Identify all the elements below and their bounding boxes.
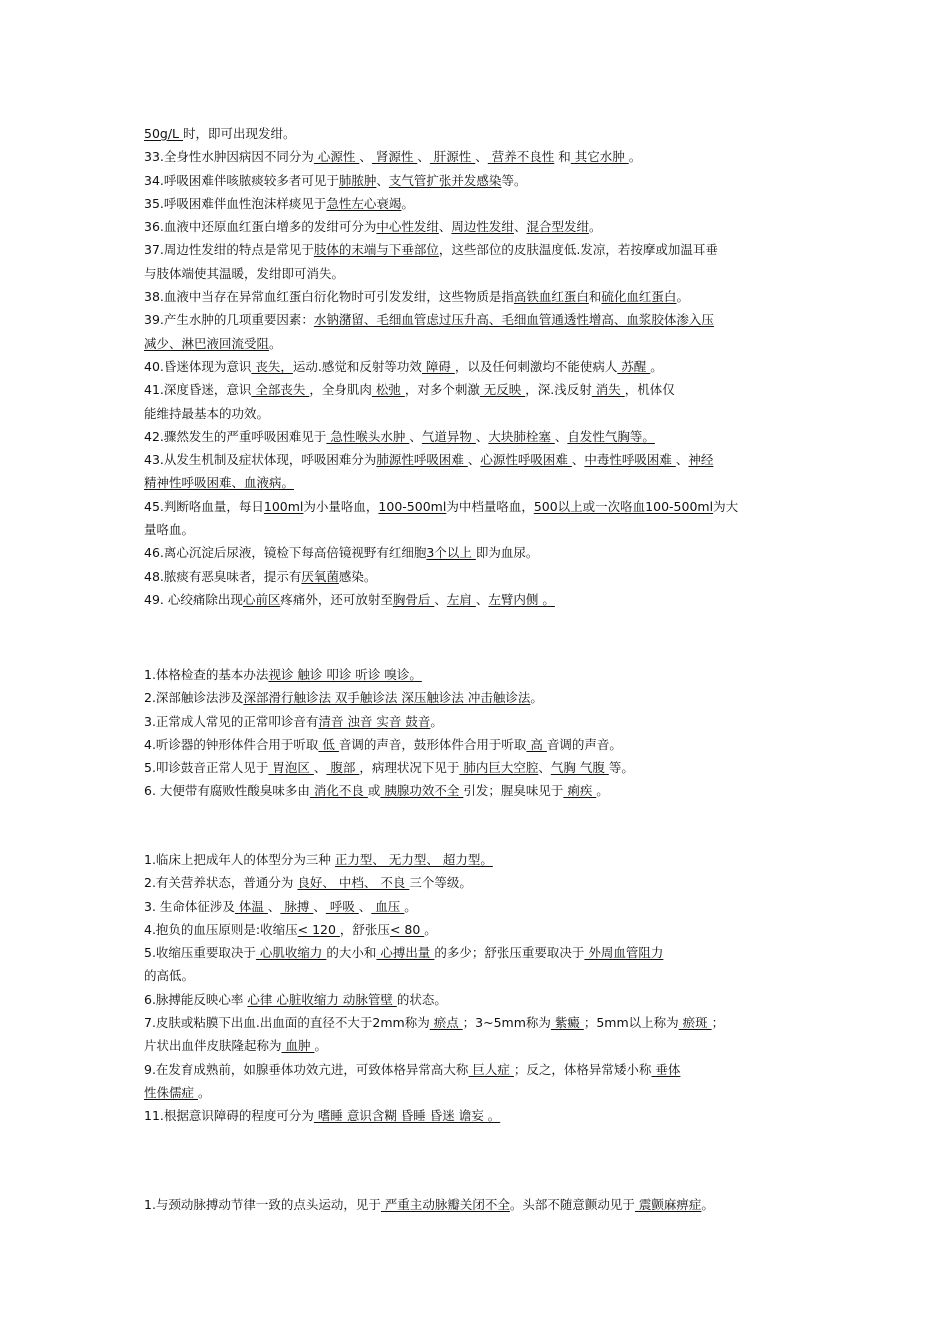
question-text: 音调的声音，鼓形体件合用于听取: [338, 736, 527, 752]
question-text: ，全身肌肉: [309, 382, 372, 398]
question-text: 、: [571, 452, 585, 468]
answer-blank: 中心性发绀: [376, 219, 439, 235]
text-line: [144, 1193, 814, 1216]
answer-blank: < 80: [389, 921, 425, 937]
answer-blank: 营养不良性: [487, 149, 555, 165]
question-text: 5.收缩压重要取决于: [144, 945, 256, 961]
text-line: [144, 192, 814, 215]
question-text: 、: [538, 760, 551, 776]
answer-blank: 巨人症: [468, 1061, 514, 1077]
question-text: 引发；腥臭味见于: [463, 783, 564, 799]
question-text: 等。: [608, 760, 634, 776]
answer-blank: 中毒性呼吸困难: [584, 452, 676, 468]
question-text: 三个等级。: [409, 875, 472, 891]
answer-blank: 气胸 气腹: [550, 760, 609, 776]
question-text: 6.脉搏能反映心率: [144, 991, 248, 1007]
text-line: [144, 1104, 814, 1127]
question-text: 3.正常成人常见的正常叩诊音有: [144, 713, 319, 729]
text-line: [144, 262, 814, 285]
answer-blank: 瘀点: [429, 1015, 463, 1031]
text-line: [144, 710, 814, 733]
answer-blank: 心搏出量: [376, 945, 435, 961]
question-text: 5.叩诊鼓音正常人见于: [144, 760, 269, 776]
question-text: 。: [430, 713, 443, 729]
text-line: [144, 1058, 814, 1081]
text-line: [144, 378, 814, 401]
question-text: 、: [313, 760, 327, 776]
answer-blank: 良好、 中档、 不良: [297, 875, 410, 891]
answer-blank: 紫癜: [550, 1015, 584, 1031]
answer-blank: 自发性气胸等。: [567, 428, 655, 444]
question-text: ，病理状况下见于: [359, 760, 460, 776]
answer-blank: 肺内巨大空腔: [459, 760, 539, 776]
answer-blank: 水钠潴留、毛细血管虑过压升高、毛细血管通透性增高、血浆胶体渗入压: [313, 312, 714, 328]
question-text: 感染。: [338, 568, 377, 584]
answer-blank: 肾源性: [371, 149, 418, 165]
text-line: [144, 122, 814, 145]
question-text: 的多少；舒张压重要取决于: [434, 945, 585, 961]
question-text: 。: [701, 1197, 714, 1212]
answer-blank: 胸骨后: [392, 591, 435, 607]
answer-blank: 心肌收缩力: [255, 945, 327, 961]
answer-blank: 肝源性: [429, 149, 476, 165]
answer-blank: 性侏儒症: [144, 1084, 198, 1100]
question-text: 。: [404, 898, 417, 914]
question-text: 1.与颈动脉搏动节律一致的点头运动，见于: [144, 1197, 381, 1212]
question-text: 3. 生命体征涉及: [144, 898, 235, 914]
question-text: 49. 心绞痛除出现: [144, 591, 243, 607]
text-line: [144, 169, 814, 192]
question-text: ，深.浅反射: [525, 382, 592, 398]
question-text: 、: [376, 172, 389, 188]
text-section: [144, 1193, 814, 1216]
answer-blank: 神经: [688, 452, 714, 468]
answer-blank: 呼吸: [325, 898, 359, 914]
question-text: 41.深度昏迷，意识: [144, 382, 252, 398]
answer-blank: 正力型、 无力型、 超力型。: [334, 852, 493, 867]
answer-blank: 痢疾: [563, 783, 597, 799]
question-text: 40.昏迷体现为意识: [144, 358, 252, 374]
question-text: 、: [554, 428, 568, 444]
answer-blank: 障碍: [421, 358, 455, 374]
question-text: 37.周边性发绀的特点是常见于: [144, 242, 314, 258]
question-text: 48.脓痰有恶臭味者，提示有: [144, 568, 302, 584]
answer-blank: 混合型发绀: [526, 219, 589, 235]
question-text: 。: [401, 195, 414, 211]
question-text: 、: [675, 452, 689, 468]
answer-blank: 体温: [234, 898, 268, 914]
question-text: 35.呼吸困难伴血性泡沫样痰见于: [144, 195, 327, 211]
question-text: 。: [424, 921, 437, 937]
question-text: 为大: [713, 498, 739, 514]
answer-blank: 肺脓肿: [338, 172, 377, 188]
text-line: [144, 779, 814, 802]
question-text: ；5mm以上称为: [583, 1015, 679, 1031]
answer-blank: 心源性: [313, 149, 360, 165]
answer-blank: 支气管扩张并发感染: [388, 172, 502, 188]
answer-blank: < 120: [297, 921, 340, 937]
text-line: [144, 518, 814, 541]
question-text: 、: [475, 428, 489, 444]
answer-blank: 高: [526, 736, 547, 752]
answer-blank: 大块肺栓塞: [488, 428, 555, 444]
question-text: 的大小和: [326, 945, 377, 961]
question-text: 、: [409, 428, 422, 444]
question-text: 量咯血。: [144, 522, 195, 538]
question-text: 。: [269, 335, 282, 351]
question-text: 42.骤然发生的严重呼吸困难见于: [144, 428, 327, 444]
text-line: [144, 964, 814, 987]
text-line: [144, 332, 814, 355]
text-section: [144, 848, 814, 1128]
answer-blank: 脉搏: [280, 898, 314, 914]
question-text: 、: [359, 149, 372, 165]
question-text: 、: [513, 219, 527, 235]
question-text: 时，即可出现发绀。: [183, 126, 296, 141]
question-text: 46.离心沉淀后尿液，镜检下每高倍镜视野有红细胞: [144, 545, 427, 561]
question-text: 和: [588, 289, 602, 305]
question-text: 。: [314, 1038, 327, 1054]
question-text: ，以及任何刺激均不能使病人: [454, 358, 618, 374]
answer-blank: 胃泡区: [268, 760, 314, 776]
answer-blank: 腹部: [326, 760, 360, 776]
question-text: 为中档量咯血，: [446, 498, 534, 514]
question-text: 、: [467, 452, 481, 468]
question-text: 7.皮肤或粘膜下出血.出血面的直径不大于2mm称为: [144, 1015, 430, 1031]
answer-blank: 血压: [371, 898, 405, 914]
answer-blank: 血肿: [281, 1038, 315, 1054]
text-line: [144, 285, 814, 308]
text-line: [144, 215, 814, 238]
answer-blank: 震颤麻痹症: [634, 1197, 702, 1212]
answer-blank: 急性左心衰竭: [326, 195, 402, 211]
question-text: 4.抱负的血压原则是:收缩压: [144, 921, 298, 937]
question-text: 即为血尿。: [475, 545, 539, 561]
text-line: [144, 402, 814, 425]
question-text: 45.判断咯血量，每日: [144, 498, 264, 514]
question-text: 。: [650, 358, 663, 374]
answer-blank: 丧失，: [251, 358, 293, 374]
question-text: 39.产生水肿的几项重要因素：: [144, 312, 314, 328]
question-text: 34.呼吸困难伴咳脓痰较多者可见于: [144, 172, 339, 188]
question-text: 为小量咯血，: [303, 498, 379, 514]
answer-blank: 厌氧菌: [301, 568, 339, 584]
answer-blank: 胰腺功效不全: [380, 783, 464, 799]
answer-blank: 左臂内侧 。: [488, 591, 555, 607]
answer-blank: 100-500ml: [378, 498, 447, 514]
text-line: [144, 756, 814, 779]
question-text: 43.从发生机制及症状体现，呼吸困难分为: [144, 452, 377, 468]
text-section: [144, 122, 814, 611]
answer-blank: 其它水肿: [570, 149, 629, 165]
question-text: 能维持最基本的功效。: [144, 405, 270, 421]
question-text: 。: [628, 149, 642, 165]
question-text: 。: [676, 289, 689, 305]
question-text: 6. 大便带有腐败性酸臭味多由: [144, 783, 310, 799]
answer-blank: 3个以上: [426, 545, 476, 561]
answer-blank: 苏醒: [617, 358, 651, 374]
answer-blank: 清音 浊音 实音 鼓音: [318, 713, 431, 729]
question-text: 。: [530, 690, 543, 706]
text-line: [144, 471, 814, 494]
question-text: 1.体格检查的基本办法: [144, 667, 269, 682]
question-text: ，舒张压: [339, 921, 390, 937]
text-line: [144, 895, 814, 918]
answer-blank: 垂体: [651, 1061, 681, 1077]
answer-blank: 精神性呼吸困难、血液病。: [144, 475, 295, 491]
question-text: 。头部不随意颤动见于: [509, 1197, 635, 1212]
answer-blank: 肺源性呼吸困难: [376, 452, 468, 468]
answer-blank: 低: [318, 736, 339, 752]
question-text: 运动.感觉和反射等功效: [292, 358, 422, 374]
question-text: 。: [197, 1084, 211, 1100]
text-line: [144, 565, 814, 588]
text-line: [144, 495, 814, 518]
question-text: ；3~5mm称为: [462, 1015, 551, 1031]
question-text: ；反之，体格异常矮小称: [513, 1061, 652, 1077]
text-line: [144, 733, 814, 756]
question-text: 33.全身性水肿因病因不同分为: [144, 149, 314, 165]
text-line: [144, 1081, 814, 1104]
answer-blank: 无反映: [479, 382, 526, 398]
answer-blank: 500以上或一次咯血100-500ml: [533, 498, 714, 514]
question-text: 片状出血伴皮肤隆起称为: [144, 1038, 282, 1054]
answer-blank: 心源性呼吸困难: [480, 452, 572, 468]
question-text: 、: [475, 591, 489, 607]
text-section: [144, 663, 814, 803]
answer-blank: 消失: [591, 382, 625, 398]
text-line: [144, 425, 814, 448]
question-text: 音调的声音。: [546, 736, 622, 752]
question-text: 、: [358, 898, 372, 914]
question-text: 和: [554, 149, 571, 165]
question-text: 、: [475, 149, 488, 165]
text-line: [144, 1034, 814, 1057]
answer-blank: 左肩: [446, 591, 476, 607]
answer-blank: 嗜睡 意识含糊 昏睡 昏迷 谵妄 。: [313, 1108, 501, 1124]
question-text: 或: [367, 783, 381, 799]
text-line: [144, 686, 814, 709]
text-line: [144, 663, 814, 686]
text-line: [144, 588, 814, 611]
answer-blank: 全部丧失: [251, 382, 310, 398]
answer-blank: 50g/L: [144, 126, 183, 141]
question-text: 、: [313, 898, 326, 914]
answer-blank: 心律 心脏收缩力 动脉管壁: [247, 991, 397, 1007]
text-line: [144, 871, 814, 894]
answer-blank: 视诊 触诊 叩诊 听诊 嗅诊。: [268, 667, 422, 682]
text-line: [144, 448, 814, 471]
question-text: 、: [267, 898, 281, 914]
answer-blank: 深部滑行触诊法 双手触诊法 深压触诊法 冲击触诊法: [243, 690, 531, 706]
question-text: 、: [438, 219, 452, 235]
text-line: [144, 1011, 814, 1034]
question-text: 。: [596, 783, 609, 799]
question-text: 2.有关营养状态，普通分为: [144, 875, 298, 891]
question-text: ；: [711, 1015, 725, 1031]
question-text: 38.血液中当存在异常血红蛋白衍化物时可引发发绀，这些物质是指: [144, 289, 514, 305]
answer-blank: 周边性发绀: [451, 219, 514, 235]
question-text: ，机体仅: [624, 382, 675, 398]
answer-blank: 肢体的末端与下垂部位: [313, 242, 439, 258]
answer-blank: 松弛: [371, 382, 405, 398]
question-text: ，对多个刺激: [404, 382, 480, 398]
answer-blank: 心前区: [242, 591, 281, 607]
question-text: 2.深部触诊法涉及: [144, 690, 244, 706]
text-line: [144, 145, 814, 168]
question-text: 、: [417, 149, 430, 165]
answer-blank: 减少、淋巴液回流受阻: [144, 335, 270, 351]
question-text: 的高低。: [144, 968, 195, 984]
answer-blank: 气道异物: [421, 428, 476, 444]
text-line: [144, 988, 814, 1011]
text-line: [144, 541, 814, 564]
text-line: [144, 848, 814, 871]
question-text: 36.血液中还原血红蛋白增多的发绀可分为: [144, 219, 377, 235]
answer-blank: 严重主动脉瓣关闭不全: [380, 1197, 510, 1212]
question-text: ，这些部位的皮肤温度低.发凉，若按摩或加温耳垂: [438, 242, 718, 258]
question-text: 、: [434, 591, 447, 607]
question-text: 4.听诊器的钟形体件合用于听取: [144, 736, 319, 752]
question-text: 与肢体端使其温暖，发绀即可消失。: [144, 265, 345, 281]
question-text: 。: [588, 219, 602, 235]
text-line: [144, 355, 814, 378]
answer-blank: 硫化血红蛋白: [601, 289, 677, 305]
answer-blank: 急性喉头水肿: [326, 428, 410, 444]
question-text: 1.临床上把成年人的体型分为三种: [144, 852, 335, 867]
answer-blank: 高铁血红蛋白: [513, 289, 589, 305]
question-text: 等。: [501, 172, 527, 188]
question-text: 的状态。: [396, 991, 447, 1007]
answer-blank: 消化不良: [309, 783, 368, 799]
answer-blank: 100ml: [263, 498, 304, 514]
text-line: [144, 238, 814, 261]
answer-blank: 瘀斑: [678, 1015, 712, 1031]
question-text: 疼痛外，还可放射至: [280, 591, 393, 607]
question-text: 11.根据意识障碍的程度可分为: [144, 1108, 314, 1124]
text-line: [144, 308, 814, 331]
text-line: [144, 918, 814, 941]
question-text: 9.在发育成熟前，如腺垂体功效亢进，可致体格异常高大称: [144, 1061, 469, 1077]
answer-blank: 外周血管阻力: [584, 945, 664, 961]
text-line: [144, 941, 814, 964]
